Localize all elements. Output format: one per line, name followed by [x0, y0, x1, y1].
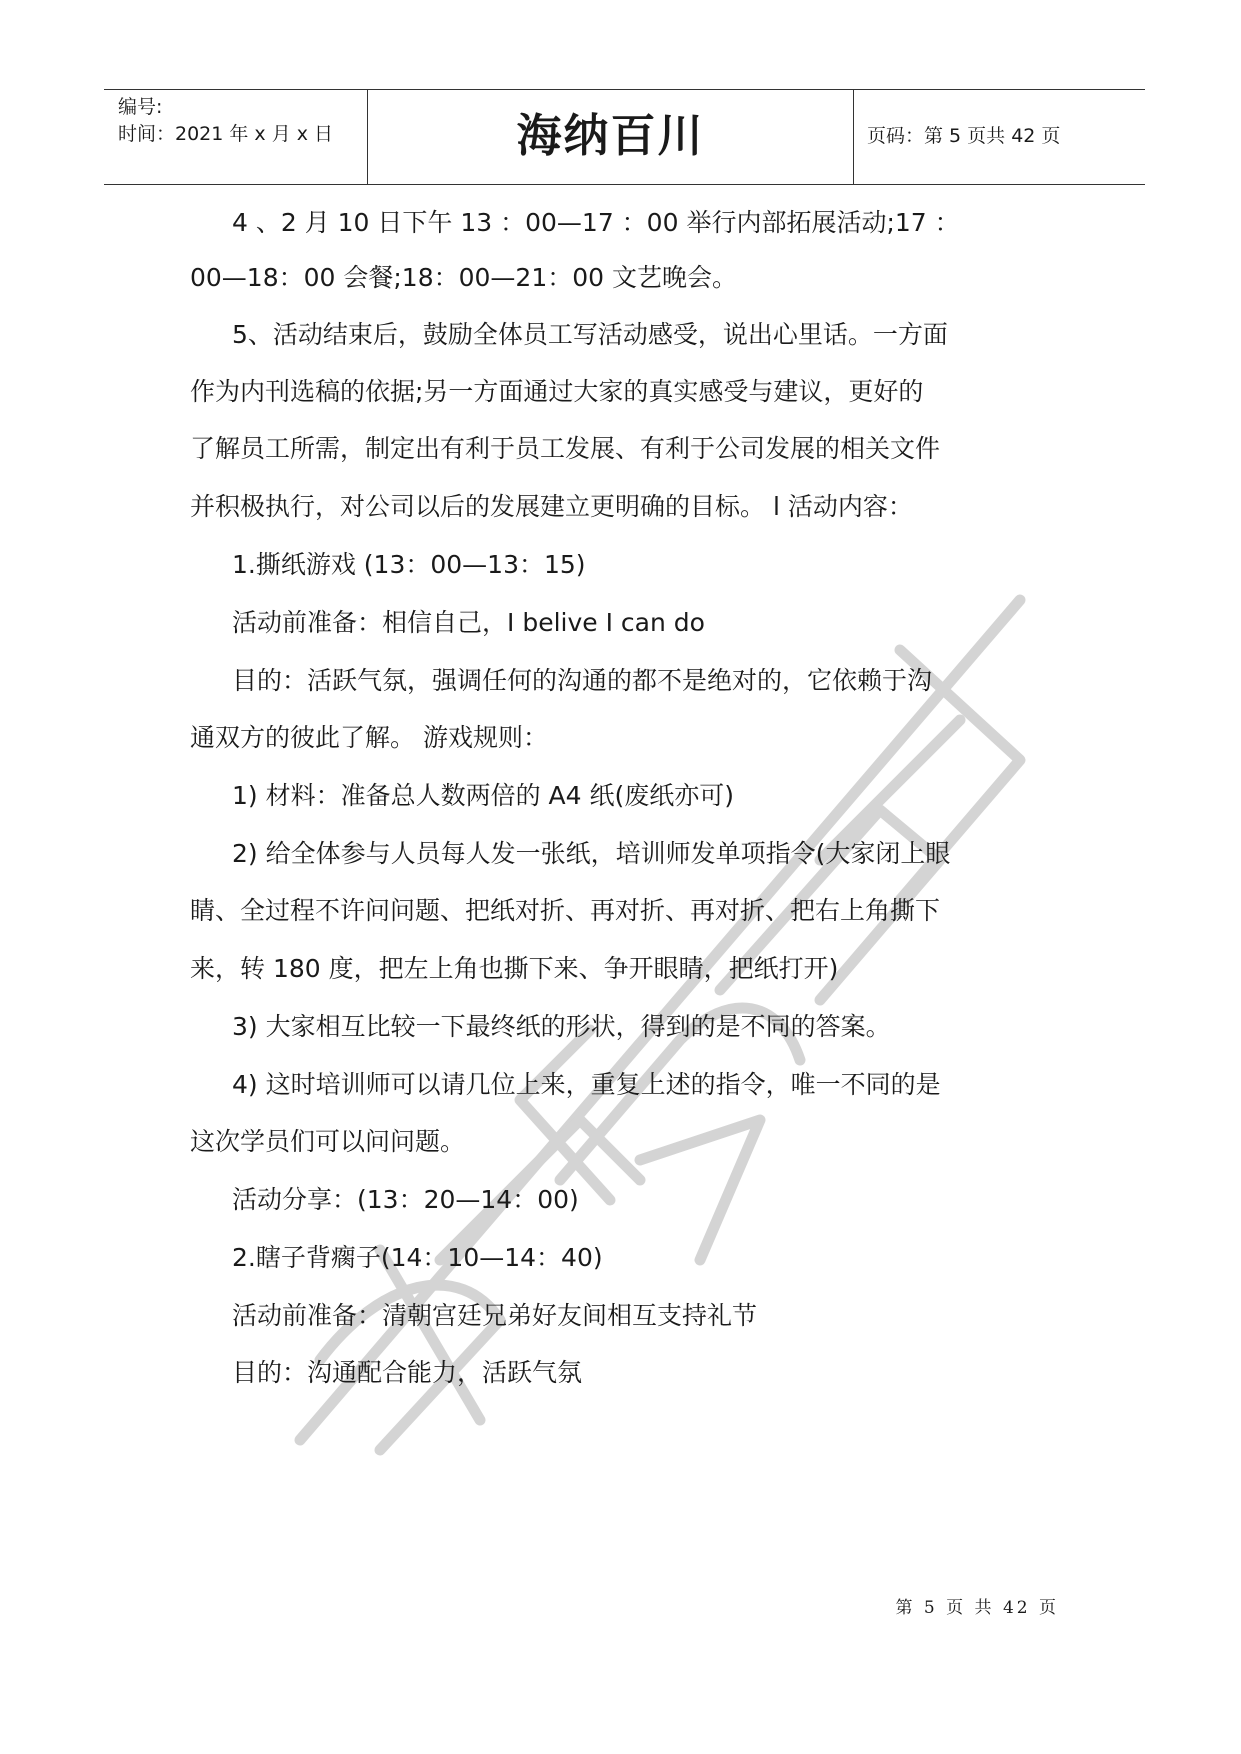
header-title-cell: [367, 90, 854, 184]
header-page-cell: [855, 90, 1145, 184]
paragraph-line: 3) 大家相互比较一下最终纸的形状，得到的是不同的答案。: [232, 1012, 891, 1041]
paragraph-line: 2.瞎子背瘸子(14：10—14：40): [232, 1243, 603, 1272]
paragraph-line: 00—18：00 会餐;18：00—21：00 文艺晚会。: [190, 263, 737, 292]
paragraph-line: 通双方的彼此了解。 游戏规则：: [190, 723, 548, 752]
paragraph-line: 了解员工所需，制定出有利于员工发展、有利于公司发展的相关文件: [190, 434, 941, 463]
paragraph-line: 5、活动结束后，鼓励全体员工写活动感受，说出心里话。一方面: [232, 320, 948, 349]
paragraph-line: 活动前准备：清朝宫廷兄弟好友间相互支持礼节: [232, 1301, 758, 1330]
paragraph-line: 4 、2 月 10 日下午 13 ：00—17 ：00 举行内部拓展活动;17 ：: [232, 208, 960, 237]
paragraph-line: 2) 给全体参与人员每人发一张纸，培训师发单项指令(大家闭上眼: [232, 839, 951, 868]
paragraph-line: 目的：活跃气氛，强调任何的沟通的都不是绝对的，它依赖于沟: [232, 666, 933, 695]
header-page-number: 页码：第 5 页共 42 页: [867, 125, 1061, 147]
paragraph-line: 来，转 180 度，把左上角也撕下来、争开眼睛，把纸打开): [190, 954, 839, 983]
document-number-label: 编号:: [118, 96, 163, 118]
paragraph-line: 1) 材料：准备总人数两倍的 A4 纸(废纸亦可): [232, 781, 735, 810]
paragraph-line: 活动前准备：相信自己，I belive I can do: [232, 608, 705, 637]
paragraph-line: 睛、全过程不许问问题、把纸对折、再对折、再对折、把右上角撕下: [190, 896, 941, 925]
paragraph-line: 作为内刊选稿的依据;另一方面通过大家的真实感受与建议，更好的: [190, 377, 924, 406]
footer-page-number: 第 5 页 共 42 页: [895, 1598, 1059, 1618]
document-title: 海纳百川: [516, 109, 705, 162]
paragraph-line: 4) 这时培训师可以请几位上来，重复上述的指令，唯一不同的是: [232, 1070, 941, 1099]
document-time-label: 时间：2021 年 x 月 x 日: [118, 123, 334, 145]
paragraph-line: 这次学员们可以问问题。: [190, 1127, 466, 1156]
paragraph-line: 目的：沟通配合能力，活跃气氛: [232, 1358, 583, 1387]
header-meta-cell: [104, 90, 366, 184]
header-table: [104, 89, 1145, 185]
paragraph-line: 活动分享：(13：20—14：00): [232, 1185, 579, 1214]
paragraph-line: 并积极执行，对公司以后的发展建立更明确的目标。 l 活动内容：: [190, 492, 913, 521]
paragraph-line: 1.撕纸游戏 (13：00—13：15): [232, 550, 586, 579]
